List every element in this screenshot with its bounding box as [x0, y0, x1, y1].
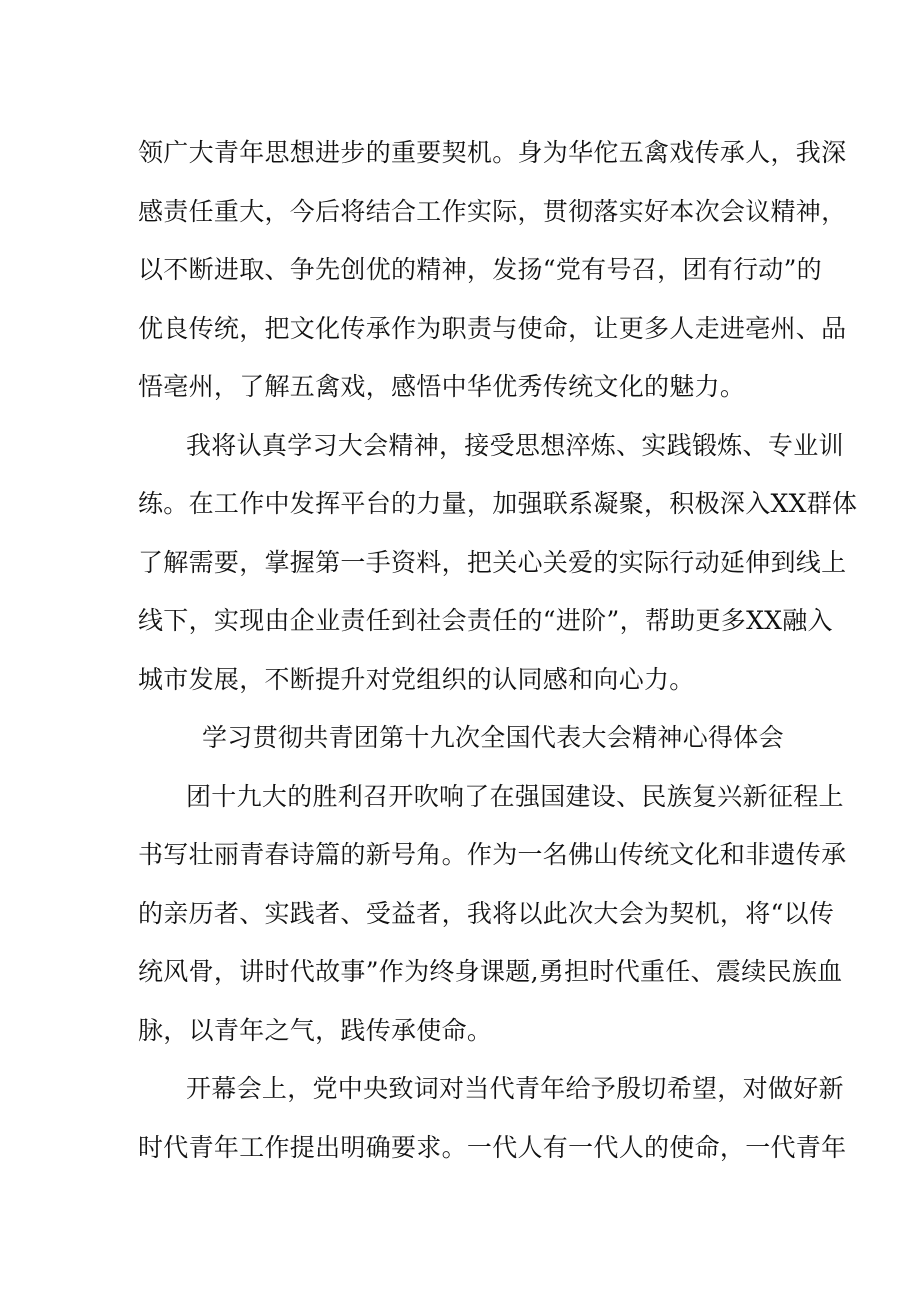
- text-line: 优良传统，把文化传承作为职责与使命，让更多人走进亳州、品: [138, 313, 847, 343]
- text-line: 领广大青年思想进步的重要契机。身为华佗五禽戏传承人，我深: [138, 138, 847, 167]
- text-line: 了解需要，掌握第一手资料，把关心关爱的实际行动延伸到线上: [138, 547, 847, 577]
- text-line: 统风骨，讲时代故事”作为终身课题,勇担时代重任、震续民族血: [138, 957, 843, 986]
- text-line: 以不断进取、争先创优的精神，发扬“党有号召，团有行动”的: [138, 255, 822, 284]
- text-line: 书写壮丽青春诗篇的新号角。作为一名佛山传统文化和非遗传承: [138, 840, 847, 869]
- text-line: 线下，实现由企业责任到社会责任的“进阶”，帮助更多XX融入: [138, 606, 833, 635]
- text-line: 开幕会上，党中央致词对当代青年给予殷切希望，对做好新: [186, 1074, 844, 1103]
- section-heading: 学习贯彻共青团第十九次全国代表大会精神心得体会: [202, 723, 784, 752]
- paragraph: [138, 768, 847, 1061]
- document-body: [138, 124, 858, 1177]
- text-line: 脉，以青年之气，践传承使命。: [138, 1015, 493, 1045]
- text-line: 时代青年工作提出明确要求。一代人有一代人的使命，一代青年: [138, 1132, 847, 1162]
- text-line: 练。在工作中发挥平台的力量，加强联系凝聚，积极深入XX群体: [138, 489, 858, 518]
- paragraph: [138, 124, 847, 417]
- text-line: 城市发展，不断提升对党组织的认同感和向心力。: [138, 664, 695, 694]
- text-line: 的亲历者、实践者、受益者，我将以此次大会为契机，将“以传: [138, 898, 835, 928]
- text-line: 我将认真学习大会精神，接受思想淬炼、实践锻炼、专业训: [186, 430, 844, 460]
- text-line: 团十九大的胜利召开吹响了在强国建设、民族复兴新征程上: [186, 781, 844, 811]
- text-line: 感责任重大，今后将结合工作实际，贯彻落实好本次会议精神，: [138, 196, 847, 226]
- text-line: 悟亳州，了解五禽戏，感悟中华优秀传统文化的魅力。: [138, 372, 746, 401]
- paragraph: [138, 417, 858, 710]
- paragraph: [138, 1060, 847, 1177]
